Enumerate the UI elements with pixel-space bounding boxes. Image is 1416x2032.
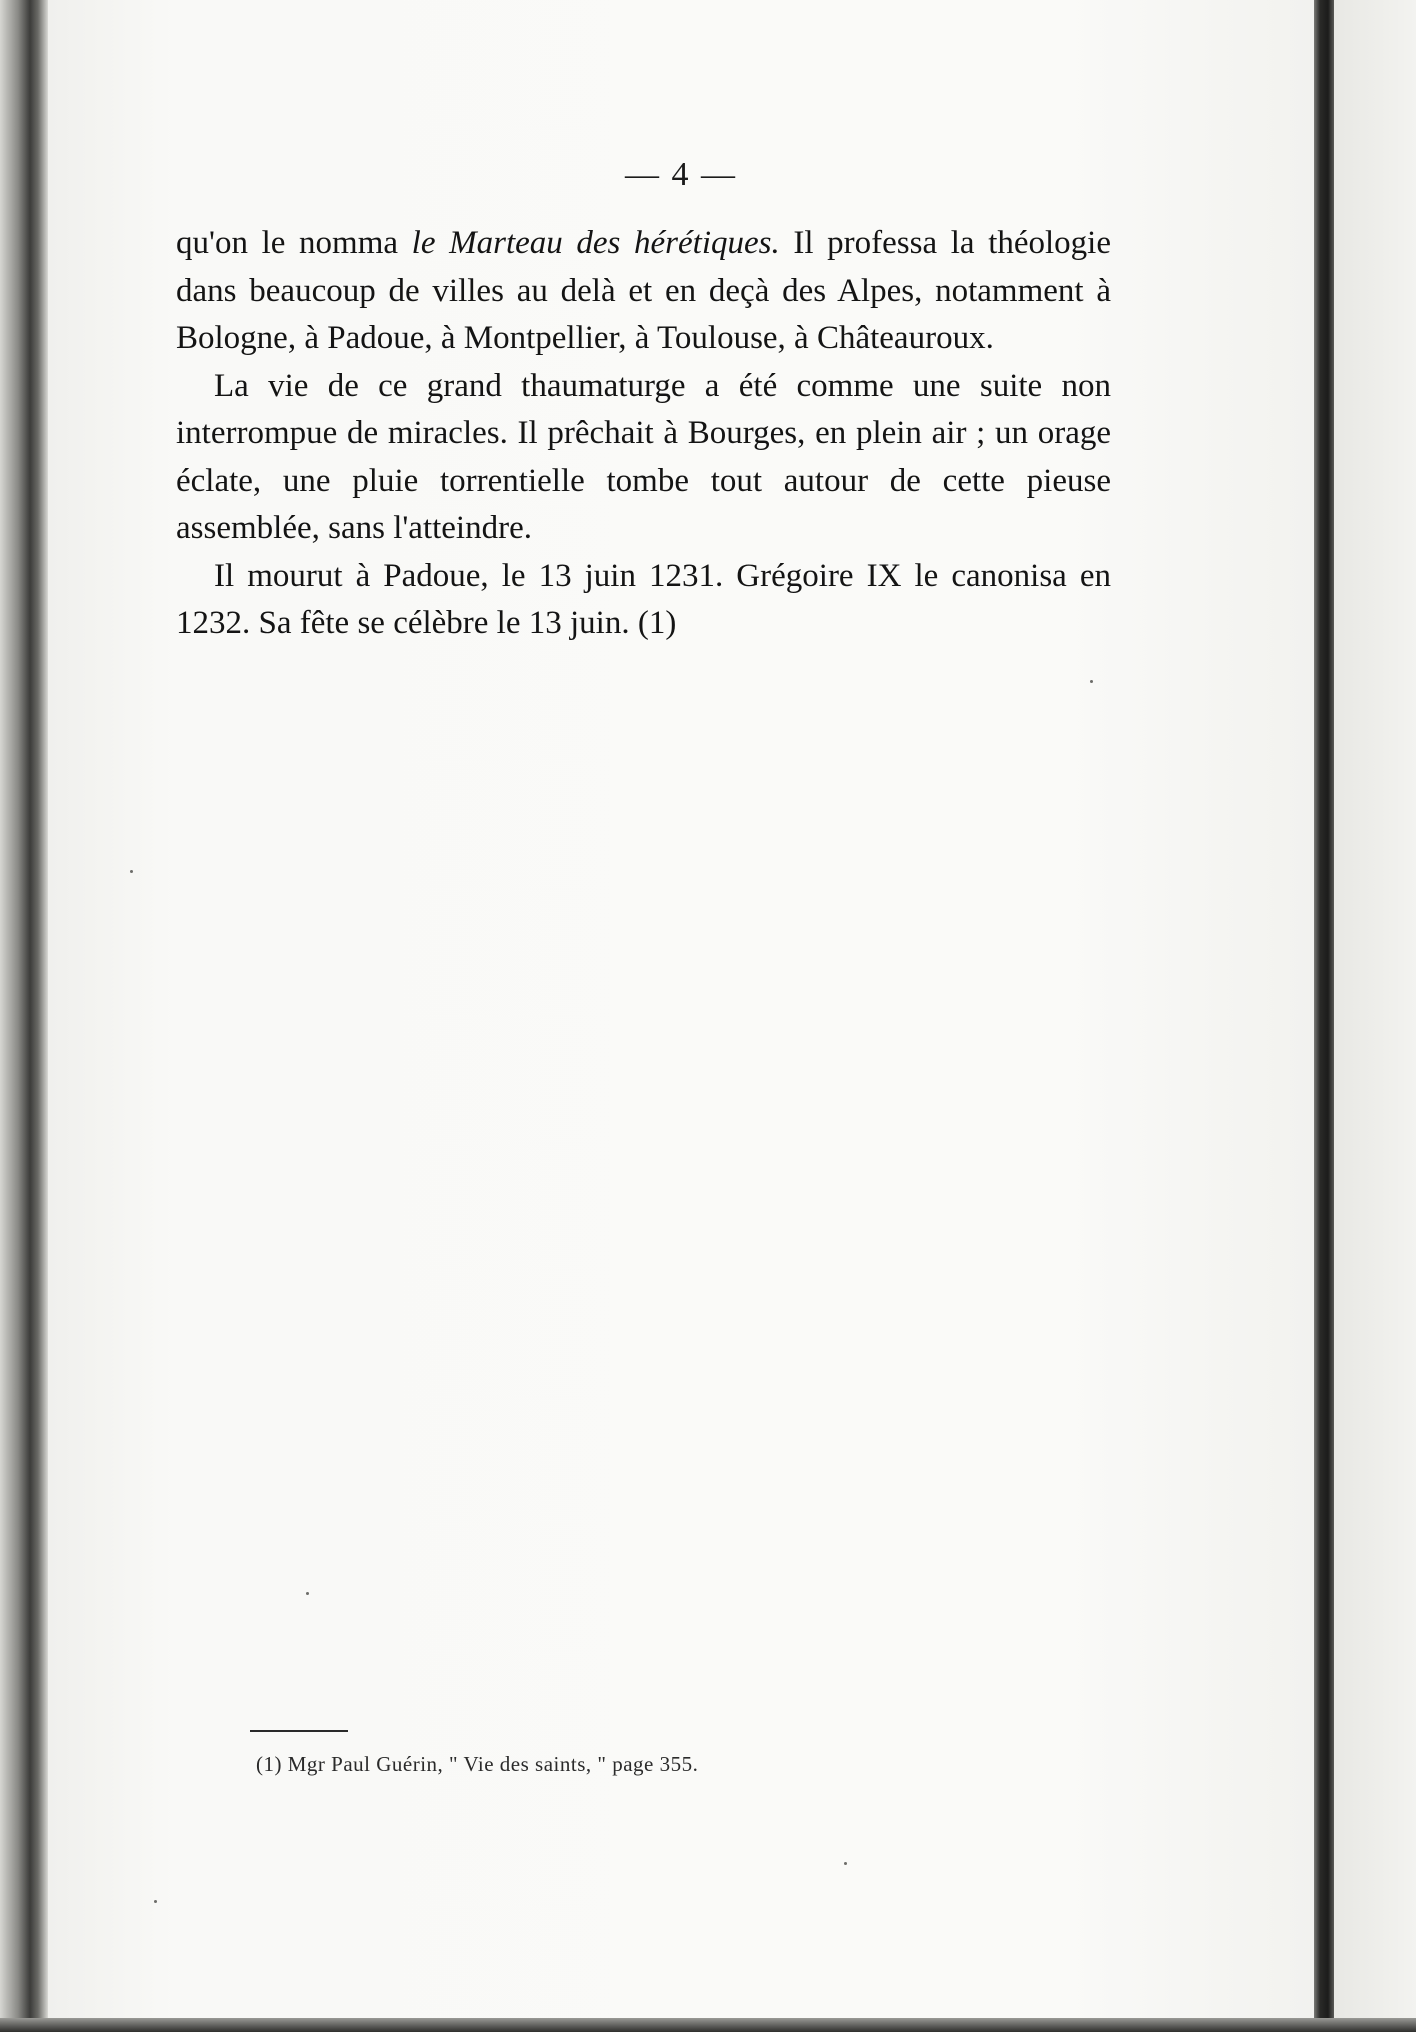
page-number: — 4 —	[625, 156, 737, 193]
paragraph-1-end: Il professa la théologie dans beaucoup de villes au delà et en deçà des Alpes, notamment à Bologne, à Padoue, à Montpellier, à Toulouse, à Châteauroux.	[176, 225, 1112, 356]
right-dark-edge	[1314, 0, 1334, 2032]
paragraph-1-start: qu'on le nomma	[176, 225, 412, 261]
scan-speck	[844, 1862, 847, 1865]
left-spine-edge	[0, 0, 48, 2032]
bottom-dark-edge	[0, 2018, 1416, 2032]
paragraph-1-italic: le Marteau des hérétiques.	[411, 225, 780, 261]
scan-speck	[1090, 680, 1093, 683]
paragraph-1	[176, 220, 1111, 363]
paragraph-3: Il mourut à Padoue, le 13 juin 1231. Grégoire IX le canonisa en 1232. Sa fête se célèbre le 13 juin. (1)	[176, 557, 1111, 641]
paragraph-2: La vie de ce grand thaumaturge a été comme une suite non interrompue de miracles. Il prêchait à Bourges, en plein air ; un orage éclate, une pluie torrentielle tombe tout autour de cette pieuse assemblée, sans l'atteindre.	[176, 367, 1111, 546]
scan-speck	[306, 1592, 309, 1595]
adjacent-page-edge	[1334, 0, 1416, 2032]
scan-speck	[154, 1900, 157, 1903]
book-page	[48, 0, 1314, 2018]
body-text	[176, 220, 1111, 648]
footnote-rule	[250, 1730, 348, 1732]
footnote: (1) Mgr Paul Guérin, " Vie des saints, " page 355.	[256, 1752, 699, 1776]
scan-speck	[130, 870, 133, 873]
